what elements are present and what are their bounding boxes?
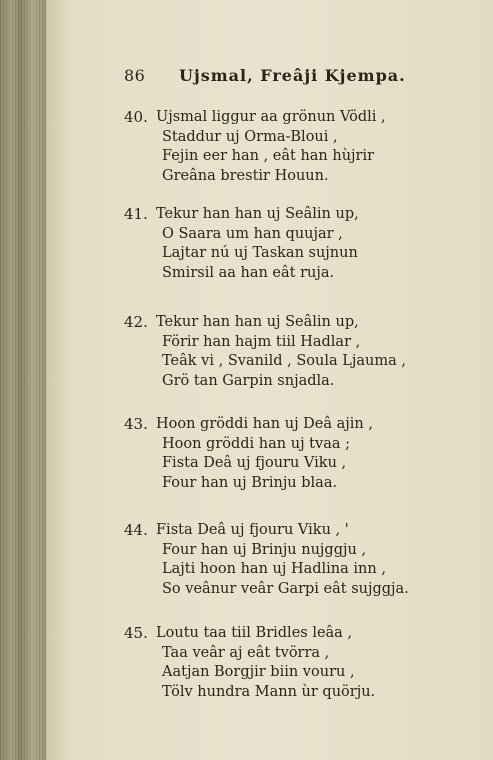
verse-line: So veânur veâr Garpi eât sujggja.	[162, 580, 409, 597]
verse-line: Fista Deâ uj fjouru Viku ,	[162, 455, 347, 471]
verse-line: Aatjan Borgjir biin vouru ,	[162, 664, 355, 680]
verse-line: Tekur han han uj Seâlin up,	[156, 314, 359, 330]
stanza-number: 42.	[124, 313, 148, 331]
verse-line: Loutu taa tiil Bridles leâa ,	[156, 625, 353, 641]
stanza-number: 43.	[124, 415, 148, 433]
stanza-number: 41.	[124, 205, 148, 223]
verse-line: Staddur uj Orma-Bloui ,	[162, 128, 338, 145]
verse-line: Lajti hoon han uj Hadlina inn ,	[162, 561, 386, 577]
running-title: Ujsmal, Freâji Kjempa.	[179, 66, 406, 85]
stanza	[124, 313, 486, 391]
verse-line: Hoon gröddi han uj tvaa ;	[162, 435, 350, 452]
stanza-number: 40.	[124, 108, 148, 126]
stanza-number: 45.	[124, 624, 148, 642]
verse-line: O Saara um han quujar ,	[162, 225, 343, 242]
verse-line: Ujsmal liggur aa grönun Vödli ,	[156, 109, 386, 125]
stanza	[124, 205, 486, 283]
stanza	[124, 415, 486, 493]
verse-line: Hoon gröddi han uj Deâ ajin ,	[156, 416, 373, 432]
page-number: 86	[124, 66, 146, 85]
stanza	[124, 624, 486, 702]
stanza-number: 44.	[124, 521, 148, 539]
verse-line: Greâna brestir Houun.	[162, 167, 329, 184]
stanza	[124, 521, 486, 599]
verse-line: Four han uj Brinju blaa.	[162, 474, 338, 491]
verse-line: Fejin eer han , eât han hùjrir	[162, 148, 375, 164]
book-page	[46, 0, 493, 760]
verse-line: Förir han hajm tiil Hadlar ,	[162, 333, 361, 350]
verse-line: Grö tan Garpin snjadla.	[162, 372, 335, 389]
book-spine	[0, 0, 46, 760]
verse-line: Fista Deâ uj fjouru Viku , '	[156, 522, 349, 538]
verse-line: Teâk vi , Svanild , Soula Ljauma ,	[162, 353, 406, 369]
verse-line: Tekur han han uj Seâlin up,	[156, 206, 359, 222]
verse-line: Smirsil aa han eât ruja.	[162, 264, 335, 281]
stanza	[124, 108, 486, 186]
page-header	[124, 66, 464, 85]
verse-line: Lajtar nú uj Taskan sujnun	[162, 245, 358, 261]
verse-line: Four han uj Brinju nujggju ,	[162, 541, 367, 558]
verse-line: Tölv hundra Mann ùr quörju.	[162, 683, 376, 700]
verse-line: Taa veâr aj eât tvörra ,	[162, 644, 330, 661]
